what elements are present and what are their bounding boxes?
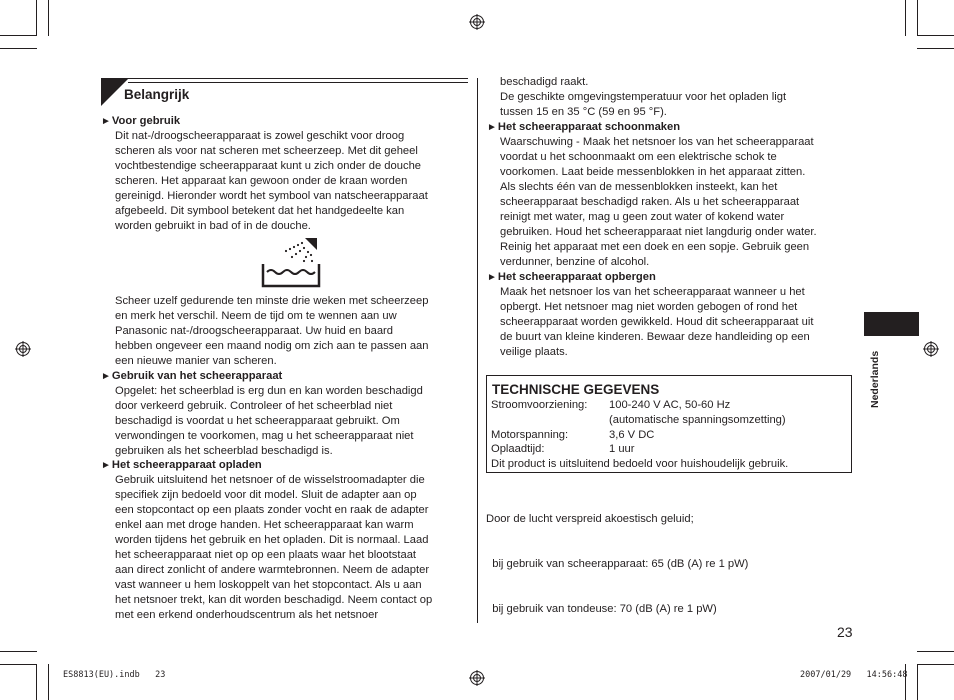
page-number: 23 <box>837 624 853 640</box>
registration-mark-top <box>469 14 485 30</box>
crop-mark <box>917 664 954 665</box>
crop-mark <box>917 48 954 49</box>
arrow-right-icon: ► <box>101 371 111 382</box>
shower-bath-icon <box>261 236 321 288</box>
specs-label: Motorspanning: <box>491 429 569 441</box>
crop-mark <box>36 0 37 36</box>
arrow-right-icon: ► <box>487 122 497 133</box>
crop-mark <box>917 0 918 36</box>
crop-mark <box>48 0 49 36</box>
specs-label: Oplaadtijd: <box>491 443 545 455</box>
paragraph-cleaning: Waarschuwing - Maak het netsnoer los van het scheerapparaat voordat u het schoonmaakt om een elektrische schok te voorkomen. Laat beide messenblokken in het apparaat zitten. Als slechts één van de messenblokken insteekt, kan het scheerapparaat beschadigd raken. Als u het scheerapparaat reinigt met water, mag u geen zout water of kokend water gebruiken. Houd het scheerapparaat niet langdurig onder water. Reinig het apparaat met een doek en een sopje. Gebruik geen verdunner, benzine of alcohol. <box>500 136 817 268</box>
arrow-right-icon: ► <box>487 272 497 283</box>
specs-box <box>486 375 852 473</box>
registration-mark-right <box>923 341 939 357</box>
subheading-cleaning: ►Het scheerapparaat schoonmaken <box>487 121 681 133</box>
section-rule-bottom <box>128 82 468 83</box>
slug-date: 2007/01/29 14:56:48 <box>800 670 908 680</box>
crop-mark <box>0 664 37 665</box>
specs-label: Stroomvoorziening: <box>491 399 588 411</box>
registration-mark-left <box>15 341 31 357</box>
specs-footnote: Dit product is uitsluitend bedoeld voor huishoudelijk gebruik. <box>491 458 789 470</box>
specs-value: 3,6 V DC <box>609 429 655 441</box>
crop-mark <box>917 35 954 36</box>
crop-mark <box>905 0 906 36</box>
paragraph-use: Opgelet: het scheerblad is erg dun en kan worden beschadigd door verkeerd gebruik. Controleer of het scheerblad niet beschadigd is voordat u het scheerapparaat gebruikt. Om verwondingen te voorkomen, mag u het scheerapparaat niet gebruiken als het scheerblad beschadigd is. <box>115 385 423 457</box>
crop-mark <box>0 651 37 652</box>
crop-mark <box>48 664 49 700</box>
subheading-before-use: ►Voor gebruik <box>101 115 181 127</box>
section-rule-top <box>128 78 468 79</box>
arrow-right-icon: ► <box>101 116 111 127</box>
paragraph-charging: Gebruik uitsluitend het netsnoer of de wisselstroomadapter die specifiek zijn bedoeld voor dit model. Sluit de adapter aan op een stopcontact op een plaats zonder vocht en raak de adapter enkel aan met droge handen. Het scheerapparaat kan warm worden tijdens het gebruik en het opladen. Dit is normaal. Laad het scheerapparaat niet op op een plaats waar het blootstaat aan direct zonlicht of andere warmtebronnen. Neem de adapter vast wanneer u hem loskoppelt van het stopcontact. Als u aan het netsnoer trekt, kan dit worden beschadigd. Neem contact op met een erkend onderhoudscentrum als het netsnoer <box>115 474 433 621</box>
paragraph-storage: Maak het netsnoer los van het scheerapparaat wanneer u het opbergt. Het netsnoer mag niet worden gebogen of rond het scheerapparaat worden gewikkeld. Houd dit scheerapparaat uit de buurt van kleine kinderen. Bewaar deze handleiding op een veilige plaats. <box>500 286 814 358</box>
arrow-right-icon: ► <box>101 460 111 471</box>
crop-mark <box>917 664 918 700</box>
language-tab-label: Nederlands <box>869 350 881 408</box>
crop-mark <box>0 48 37 49</box>
column-divider <box>477 78 478 623</box>
subheading-use: ►Gebruik van het scheerapparaat <box>101 370 283 382</box>
crop-mark <box>0 35 37 36</box>
registration-mark-bottom <box>469 670 485 686</box>
crop-mark <box>36 664 37 700</box>
specs-title: TECHNISCHE GEGEVENS <box>492 382 660 397</box>
paragraph-charging-cont: beschadigd raakt. De geschikte omgevingstemperatuur voor het opladen ligt tussen 15 en 35 °C (59 en 95 °F). <box>500 76 787 118</box>
paragraph-before-use-2: Scheer uzelf gedurende ten minste drie weken met scheerzeep en merk het verschil. Neem de tijd om te wennen aan uw Panasonic nat-/droogscheerapparaat. Uw huid en baard hebben ongeveer een maand nodig om zich aan te passen aan een nieuwe manier van scheren. <box>115 295 429 367</box>
crop-mark <box>917 651 954 652</box>
language-tab-marker <box>864 312 919 336</box>
paragraph-before-use: Dit nat-/droogscheerapparaat is zowel geschikt voor droog scheren als voor nat scheren met scheerzeep. Met dit geheel vochtbestendige scheerapparaat kunt u zich onder de douche scheren. Het apparaat kan gewoon onder de kraan worden gereinigd. Hieronder wordt het symbool van natscheerapparaat afgebeeld. Dit symbool betekent dat het handgedeelte kan worden gebruikt in bad of in de douche. <box>115 130 428 232</box>
specs-value: 1 uur <box>609 443 635 455</box>
subheading-charging: ►Het scheerapparaat opladen <box>101 459 262 471</box>
section-title: Belangrijk <box>124 87 190 102</box>
paragraph-noise: Door de lucht verspreid akoestisch geluid; bij gebruik van scheerapparaat: 65 (dB (A) re 1 pW) bij gebruik van tondeuse: 70 (dB (A) re 1 pW) <box>486 513 749 615</box>
slug-file: ES8813(EU).indb 23 <box>63 670 166 680</box>
specs-value: 100-240 V AC, 50-60 Hz <box>609 399 731 411</box>
specs-value: (automatische spanningsomzetting) <box>609 414 786 426</box>
subheading-storage: ►Het scheerapparaat opbergen <box>487 271 656 283</box>
